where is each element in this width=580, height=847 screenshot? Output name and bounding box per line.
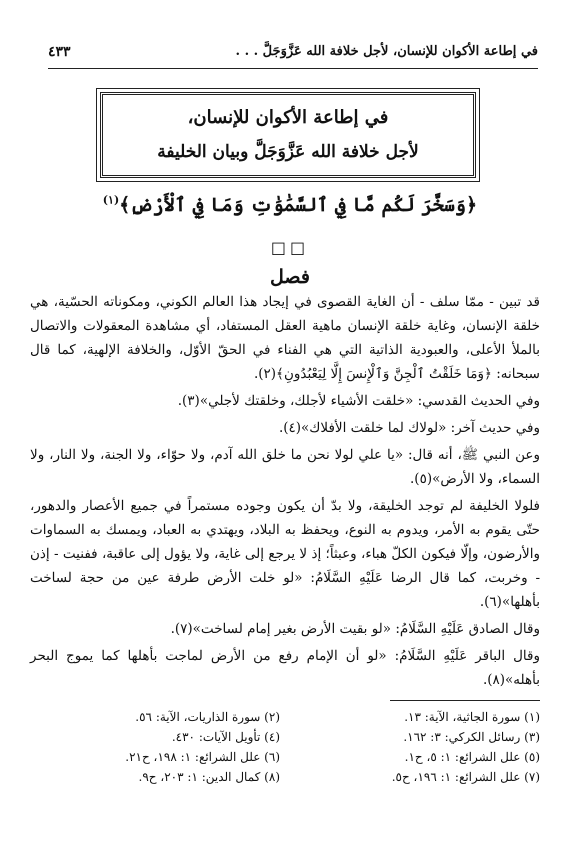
chapter-title-line2: لأجل خلافة الله عَزَّوَجَلَّ وبيان الخليفة (157, 142, 419, 162)
footnote-item: (٦) علل الشرائع: ١: ١٩٨، ح٢١. (125, 750, 280, 764)
page-number: ٤٣٣ (48, 44, 71, 60)
footnotes-right-column (300, 707, 540, 787)
section-heading: فصل (270, 266, 310, 288)
footnotes-left-column (40, 707, 280, 787)
footnotes (40, 707, 540, 787)
verse-footnote-ref: (١) (102, 193, 120, 207)
paragraph: وقال الصادق عَلَيْهِ السَّلَامُ: «لو بقيت الأرض بغير إمام لساخت»(٧). (170, 621, 540, 637)
footnote-rule (390, 700, 540, 701)
quran-verse (60, 194, 520, 216)
paragraph: فلولا الخليفة لم توجد الخليقة، ولا بدّ أن يكون وجوده مستمراً في جميع الأعصار والدهور، حتّى يقوم به الأمر، ويدوم به النوع، ويحفظ به البلاد، ويهتدي به العباد، ويمسك به السماوات والأرضون، وإلّا فيكون الكلّ هباء، وعبثاً؛ إذ لا يرجع إلى غاية، ولا يؤول إلى عاقبة، ففنيت - إذن - وخربت، كما قال الرضا عَلَيْهِ السَّلَامُ: «لو خلت الأرض طرفة عين من حجة لساخت بأهلها»(٦). (30, 498, 540, 610)
footnote-item: (١) سورة الجاثية، الآية: ١٣. (404, 710, 540, 724)
footnote-item: (٥) علل الشرائع: ١: ٥، ح١. (404, 750, 540, 764)
paragraph: وفي حديث آخر: «لولاك لما خلقت الأفلاك»(٤). (278, 420, 540, 436)
running-title: في إطاعة الأكوان للإنسان، لأجل خلافة الله عَزَّوَجَلَّ . . . (235, 44, 538, 59)
footnote-item: (٤) تأويل الآيات: ٤٣٠. (171, 730, 280, 744)
body-text (30, 290, 540, 695)
paragraph: وفي الحديث القدسي: «خلقت الأشياء لأجلك، وخلقتك لأجلي»(٣). (177, 393, 540, 409)
separator-squares: □□ (270, 238, 310, 257)
verse-text: ﴿وَسَخَّرَ لَكُم مَّا فِي ٱلسَّمَٰوَٰتِ وَمَا فِي ٱلْأَرْضِ﴾ (119, 194, 478, 216)
footnote-item: (٨) كمال الدين: ١: ٢٠٣، ح٩. (138, 770, 280, 784)
chapter-title-box (100, 92, 476, 178)
footnote-item: (٢) سورة الذاريات، الآية: ٥٦. (135, 710, 280, 724)
footnote-item: (٣) رسائل الكركي: ٣: ١٦٢. (403, 730, 540, 744)
running-header (48, 38, 538, 69)
paragraph: وقال الباقر عَلَيْهِ السَّلَامُ: «لو أن الإمام رفع من الأرض لماجت بأهلها كما يموج البحر بأهله»(٨). (30, 648, 540, 688)
paragraph: وعن النبي ﷺ، أنه قال: «يا علي لولا نحن ما خلق الله آدم، ولا حوّاء، ولا الجنة، ولا النار، ولا السماء، ولا الأرض»(٥). (30, 447, 540, 487)
chapter-title-line1: في إطاعة الأكوان للإنسان، (187, 107, 389, 128)
footnote-item: (٧) علل الشرائع: ١: ١٩٦، ح٥. (391, 770, 540, 784)
paragraph: قد تبين - ممّا سلف - أن الغاية القصوى في إيجاد هذا العالم الكوني، ومكوناته الحسّية، هي خلقة الإنسان، وغاية خلقة الإنسان ماهية العقل المستفاد، أي مشاهدة المعقولات والاتصال بالملأ الأعلى، والعبودية الذاتية التي هي الفناء في الحقّ الأوّل، والخلافة الإلهية، كما قال سبحانه: ﴿وَمَا خَلَقْتُ ٱلْجِنَّ وَٱلْإِنسَ إِلَّا لِيَعْبُدُونِ﴾(٢). (30, 294, 540, 382)
